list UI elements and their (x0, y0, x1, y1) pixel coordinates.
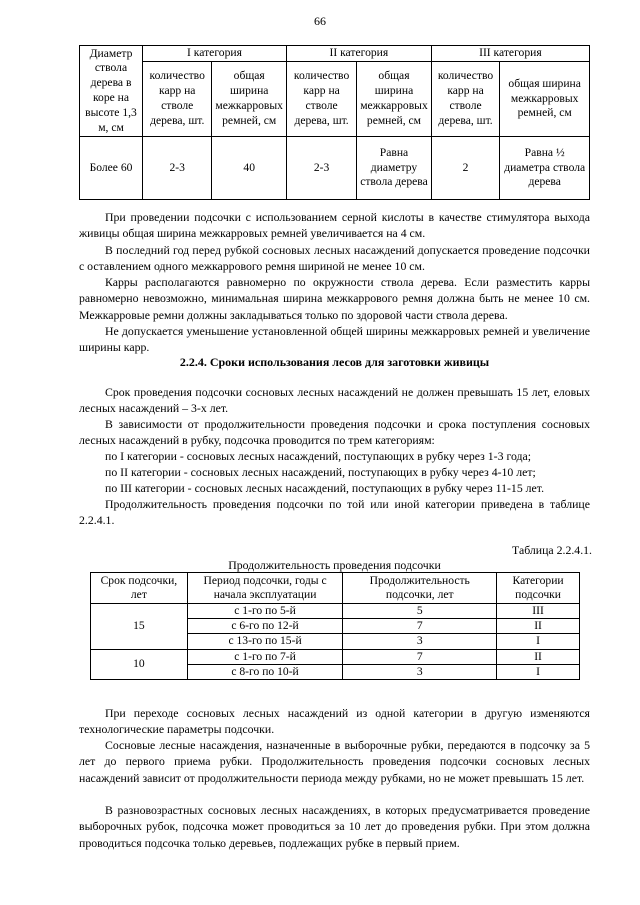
table-row (91, 649, 580, 664)
header-category: Категории подсочки (497, 573, 580, 604)
table-cell: 5 (343, 604, 497, 619)
table-cell: с 1-го по 7-й (187, 649, 343, 664)
paragraph: Не допускается уменьшение установленной общей ширины межкарровых ремней и увеличение ширины карр. (79, 324, 590, 355)
table-title: Продолжительность проведения подсочки (228, 558, 441, 572)
paragraph: Срок проведения подсочки сосновых лесных насаждений не должен превышать 15 лет, еловых лесных насаждений – 3-х лет. (79, 385, 590, 416)
table-cell: Равна ½ диаметра ствола дерева (500, 137, 590, 200)
table-cell: с 1-го по 5-й (187, 604, 343, 619)
paragraph: Продолжительность проведения подсочки по той или иной категории приведена в таблице 2.2.4.1. (79, 497, 590, 528)
header-category-2: II категория (286, 46, 431, 62)
list-item: по III категории - сосновых лесных насаждений, поступающих в рубку через 11-15 лет. (105, 481, 545, 495)
table-cell: с 6-го по 12-й (187, 619, 343, 634)
table-cell: I (497, 634, 580, 649)
header-period: Период подсочки, годы с начала эксплуатации (187, 573, 343, 604)
table-cell: 3 (343, 664, 497, 679)
table-cell: Более 60 (80, 137, 143, 200)
paragraph: В последний год перед рубкой сосновых лесных насаждений допускается проведение подсочки с оставлением одного межкаррового ремня шириной не менее 10 см. (79, 243, 590, 274)
table-cell: 40 (212, 137, 287, 200)
paragraph: При проведении подсочки с использованием серной кислоты в качестве стимулятора выхода живицы общая ширина межкарровых ремней увеличивается на 4 см. (79, 210, 590, 241)
header-width-3: общая ширина межкарровых ремней, см (500, 62, 590, 137)
table-cell: 7 (343, 619, 497, 634)
header-count-1: количество карр на стволе дерева, шт. (143, 62, 212, 137)
page-number: 66 (314, 14, 326, 28)
table-cell: III (497, 604, 580, 619)
paragraph: При переходе сосновых лесных насаждений из одной категории в другую изменяются технологические параметры подсочки. (79, 706, 590, 737)
table-cell: 7 (343, 649, 497, 664)
table-label: Таблица 2.2.4.1. (512, 543, 592, 557)
table-cell: с 13-го по 15-й (187, 634, 343, 649)
table-cell: 10 (91, 649, 188, 679)
table-cell: с 8-го по 10-й (187, 664, 343, 679)
table-row (80, 137, 590, 200)
header-count-2: количество карр на стволе дерева, шт. (286, 62, 356, 137)
table-cell: 2-3 (286, 137, 356, 200)
table-cell: II (497, 649, 580, 664)
header-width-2: общая ширина межкарровых ремней, см (357, 62, 432, 137)
paragraph: Сосновые лесные насаждения, назначенные в выборочные рубки, передаются в подсочку за 5 лет до первого приема рубки. Продолжительность проведения подсочки сосновых лесных насаждений зависит от продолжительности периода между рубками, но не может превышать 15 лет. (79, 738, 590, 785)
header-category-1: I категория (143, 46, 287, 62)
header-term: Срок подсочки, лет (91, 573, 188, 604)
table-cell: II (497, 619, 580, 634)
table-cell: 15 (91, 604, 188, 650)
list-item: по II категории - сосновых лесных насаждений, поступающих в рубку через 4-10 лет; (105, 465, 536, 479)
header-count-3: количество карр на стволе дерева, шт. (431, 62, 500, 137)
header-duration: Продолжительность подсочки, лет (343, 573, 497, 604)
table-cell: 2-3 (143, 137, 212, 200)
paragraph: Карры располагаются равномерно по окружности ствола дерева. Если разместить карры равномерно невозможно, минимальная ширина межкаррового ремня должна быть не менее 10 см. Межкарровые ремни должны закладываться только по здоровой части ствола дерева. (79, 275, 590, 322)
table-cell: 2 (431, 137, 500, 200)
paragraph: В разновозрастных сосновых лесных насаждениях, в которых предусматривается проведение выборочных рубок, подсочка может проводиться за 10 лет до проведения рубки. При этом должна проводиться подсочка только деревьев, подлежащих рубке в первый прием. (79, 803, 590, 850)
header-category-3: III категория (431, 46, 589, 62)
header-width-1: общая ширина межкарровых ремней, см (212, 62, 287, 137)
table-cell: 3 (343, 634, 497, 649)
tapping-parameters-table (79, 45, 590, 200)
list-item: по I категории - сосновых лесных насаждений, поступающих в рубку через 1-3 года; (105, 449, 532, 463)
tapping-duration-table (90, 572, 580, 680)
table-cell: Равна диаметру ствола дерева (357, 137, 432, 200)
header-diameter: Диаметр ствола дерева в коре на высоте 1,3 м, см (80, 46, 143, 137)
paragraph: В зависимости от продолжительности проведения подсочки и срока поступления сосновых лесных насаждений в рубку, подсочка проводится по трем категориям: (79, 417, 590, 448)
table-cell: I (497, 664, 580, 679)
table-row (91, 604, 580, 619)
section-heading: 2.2.4. Сроки использования лесов для заготовки живицы (179, 355, 490, 369)
